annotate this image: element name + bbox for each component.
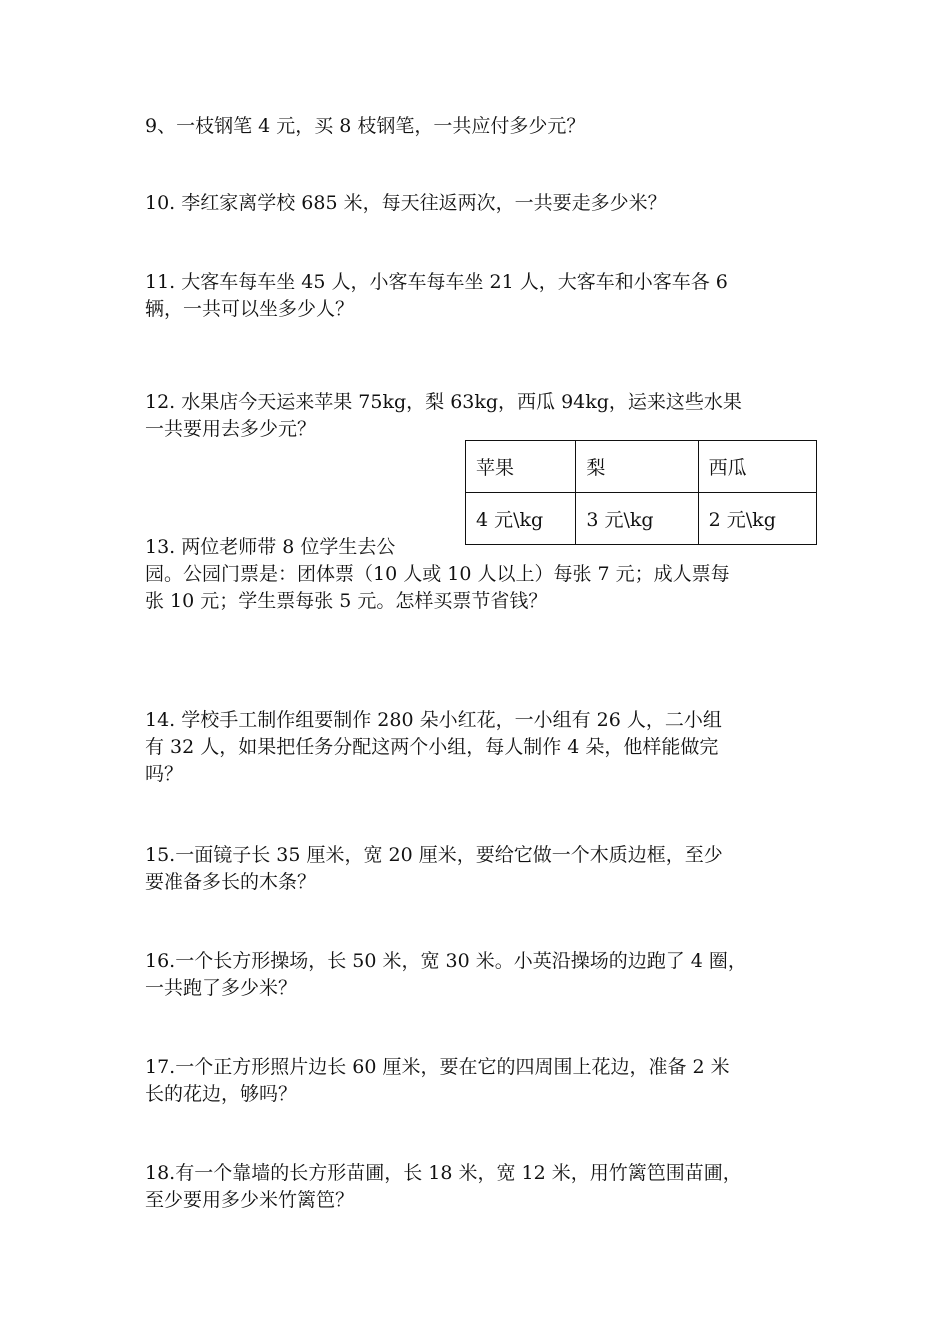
question-11-line-2: 辆，一共可以坐多少人？ <box>145 298 355 320</box>
price-table-value-watermelon: 2 元\kg <box>698 493 816 545</box>
question-13 <box>145 561 810 615</box>
question-11-line-1: 11. 大客车每车坐 45 人，小客车每车坐 21 人，大客车和小客车各 6 <box>145 271 728 293</box>
question-10 <box>145 190 810 217</box>
question-14-line-2: 有 32 人，如果把任务分配这两个小组，每人制作 4 朵，他样能做完 <box>145 736 719 758</box>
price-table-value-apple: 4 元\kg <box>466 493 576 545</box>
question-18-line-2: 至少要用多少米竹篱笆？ <box>145 1189 355 1211</box>
price-table-header-apple: 苹果 <box>466 441 576 493</box>
question-15-line-1: 15.一面镜子长 35 厘米，宽 20 厘米，要给它做一个木质边框，至少 <box>145 844 723 866</box>
question-15 <box>145 842 810 896</box>
question-14-line-3: 吗？ <box>145 763 184 785</box>
question-14-line-1: 14. 学校手工制作组要制作 280 朵小红花，一小组有 26 人，二小组 <box>145 709 722 731</box>
question-12-line-1: 12. 水果店今天运来苹果 75kg，梨 63kg，西瓜 94kg，运来这些水果 <box>145 391 742 413</box>
question-16-line-1: 16.一个长方形操场，长 50 米，宽 30 米。小英沿操场的边跑了 4 圈， <box>145 950 747 972</box>
price-table-header-row <box>466 441 817 493</box>
question-15-line-2: 要准备多长的木条？ <box>145 871 317 893</box>
question-18-line-1: 18.有一个靠墙的长方形苗圃，长 18 米，宽 12 米，用竹篱笆围苗圃， <box>145 1162 742 1184</box>
question-13-line-2: 园。公园门票是：团体票（10 人或 10 人以上）每张 7 元；成人票每 <box>145 563 730 585</box>
question-14 <box>145 707 810 788</box>
price-table-header-watermelon: 西瓜 <box>698 441 816 493</box>
price-table-value-row <box>466 493 817 545</box>
question-12-line-2: 一共要用去多少元？ <box>145 418 317 440</box>
question-17-line-1: 17.一个正方形照片边长 60 厘米，要在它的四周围上花边，准备 2 米 <box>145 1056 730 1078</box>
fruit-price-table <box>465 440 817 545</box>
question-9 <box>145 113 810 140</box>
question-9-line-1: 9、一枝钢笔 4 元，买 8 枝钢笔，一共应付多少元？ <box>145 115 586 137</box>
question-16 <box>145 948 810 1002</box>
question-18 <box>145 1160 810 1214</box>
question-12 <box>145 389 810 443</box>
question-10-line-1: 10. 李红家离学校 685 米，每天往返两次，一共要走多少米？ <box>145 192 667 214</box>
question-17 <box>145 1054 810 1108</box>
question-16-line-2: 一共跑了多少米？ <box>145 977 298 999</box>
price-table-value-pear: 3 元\kg <box>576 493 698 545</box>
price-table-header-pear: 梨 <box>576 441 698 493</box>
question-13-line-3: 张 10 元；学生票每张 5 元。怎样买票节省钱？ <box>145 590 548 612</box>
question-11 <box>145 269 810 323</box>
question-13-line-1: 13. 两位老师带 8 位学生去公 <box>145 536 396 558</box>
question-17-line-2: 长的花边，够吗？ <box>145 1083 298 1105</box>
